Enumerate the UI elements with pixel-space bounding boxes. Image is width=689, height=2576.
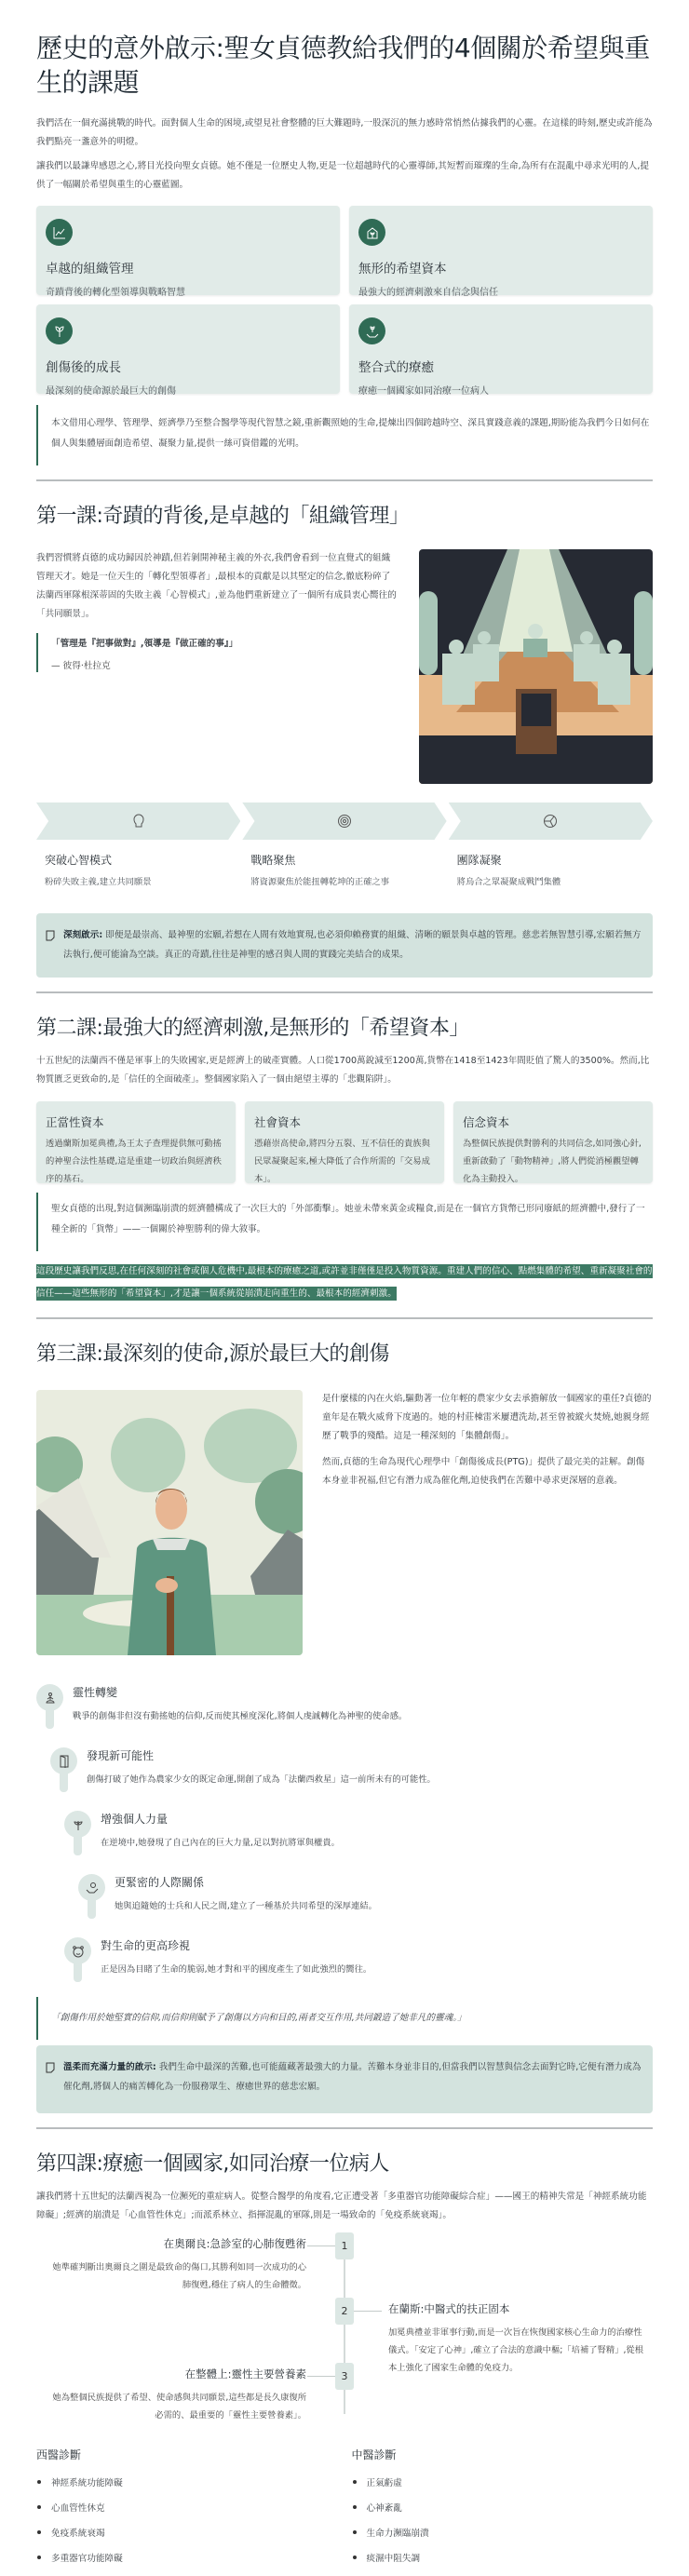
insight-label: 深刻啟示: [63,930,103,940]
blockquote-text: 聖女貞德的出現,對這個瀕臨崩潰的經濟體構成了一次巨大的「外部衝擊」。她並未帶來黃金或糧食,而是在一個官方貨幣已形同廢紙的經濟體中,發行了一種全新的「貨幣」——一個關於神聖勝利的偉大敘事。 [51,1204,645,1234]
diagnosis-title: 中醫診斷 [351,2448,397,2461]
healing-timeline [36,2232,653,2428]
note-icon [46,930,55,941]
diagnosis-item: 生命力瀕臨崩潰 [352,2526,654,2551]
lesson4-paragraph: 讓我們將十五世紀的法蘭西視為一位瀕死的重症病人。從整合醫學的角度看,它正遭受著「多重器官功能障礙綜合症」——國王的精神失常是「神經系統功能障礙」;經濟的崩潰是「心血管性休克」;而派系林立、指揮混亂的軍隊,則是一場致命的「免疫系統衰竭」。 [36,2192,647,2220]
overview-card [349,206,653,298]
capital-cards [36,1101,653,1183]
card-title: 整合式的療癒 [358,360,434,375]
growth-title: 更緊密的人際關係 [115,1876,205,1889]
timeline-text: 她為整個民族提供了希望、使命感與共同願景,這些都是長久康復所必需的、最重要的「靈性主要營養素」。 [52,2393,306,2421]
overview-cards [36,206,653,397]
intro-blockquote [36,405,653,465]
intro-paragraph: 讓我們以最謙卑感恩之心,將目光投向聖女貞德。她不僅是一位歷史人物,更是一位超越時代的心靈導師,其短暫而璀璨的生命,為所有在混亂中尋求光明的人,提供了一幅關於希望與重生的心靈藍圖。 [36,161,650,190]
insight-label: 溫柔而充滿力量的啟示: [63,2062,156,2072]
growth-text: 正是因為目睹了生命的脆弱,她才對和平的國度產生了如此強烈的嚮往。 [101,1964,372,1975]
blockquote-text: 「創傷作用於她堅實的信仰,而信仰則賦予了創傷以方向和目的,兩者交互作用,共同鍛造了她非凡的靈魂。」 [51,2013,466,2023]
highlighted-paragraph [36,1259,653,1303]
growth-title: 對生命的更高珍視 [101,1939,191,1952]
lesson3-body [36,1390,653,1655]
insight-text: 我們生命中最深的苦難,也可能蘊藏著最強大的力量。苦難本身並非目的,但當我們以智慧與信念去面對它時,它便有潛力成為催化劑,將個人的痛苦轉化為一份服務眾生、療癒世界的慈悲宏願。 [63,2062,642,2092]
growth-text: 戰爭的創傷非但沒有動搖她的信仰,反而使其極度深化,將個人虔誠轉化為神聖的使命感。 [73,1711,408,1721]
lesson3-paragraph: 是什麼樣的內在火焰,驅動著一位年輕的農家少女去承擔解放一個國家的重任?貞德的童年是在戰火威脅下度過的。她的村莊棟雷米屢遭洗劫,甚至曾被縱火焚燒,她親身經歷了戰爭的殘酷。這是一種深刻的「集體創傷」。 [322,1394,652,1441]
hand-heart-icon [358,317,385,344]
growth-text: 她與追隨她的士兵和人民之間,建立了一種基於共同希望的深厚連結。 [115,1901,377,1911]
timeline-title: 在整體上:靈性主要營養素 [184,2367,306,2380]
joan-village-illustration [36,1390,303,1655]
timeline-item [36,2367,306,2424]
lesson2-blockquote [36,1193,653,1251]
overview-card [36,206,340,298]
step-number: 1 [335,2232,354,2259]
growth-item [36,1747,653,1811]
step-title: 團隊凝聚 [456,854,502,867]
step-subtitle: 將烏合之眾凝聚成戰鬥集體 [456,877,561,887]
chart-line-icon [46,219,73,246]
card-title: 卓越的組織管理 [46,262,134,276]
card-title: 無形的希望資本 [358,262,447,276]
card-subtitle: 最強大的經濟刺激來自信念與信任 [358,288,498,298]
card-title: 正當性資本 [46,1115,104,1129]
capital-card [245,1101,444,1183]
timeline-item [388,2301,649,2377]
door-open-icon [50,1747,77,1774]
card-title: 信念資本 [463,1115,510,1129]
connector [354,2311,382,2312]
overview-card [36,304,340,397]
target-icon [337,814,352,829]
timeline-title: 在蘭斯:中醫式的扶正固本 [388,2302,510,2315]
overview-card [349,304,653,397]
card-text: 憑藉崇高使命,將四分五裂、互不信任的貴族與民眾凝聚起來,極大降低了合作所需的「交易成本」。 [254,1139,430,1184]
highlighted-text[interactable]: 這段歷史讓我們反思,在任何深刻的社會或個人危機中,最根本的療癒之道,或許並非僅僅是投入物質資源。重建人們的信心、點燃集體的希望、重新凝聚社會的信任——這些無形的「希望資本」,才是讓一個系統從崩潰走向重生的、最根本的經濟刺激。 [36,1266,653,1299]
capital-card [36,1101,236,1183]
diagnosis-item: 痰濕中阻失調 [352,2551,654,2576]
step-number: 2 [335,2298,354,2325]
insight-box [36,913,653,978]
diagnosis-item: 心血管性休克 [36,2501,338,2526]
step-number: 3 [335,2363,354,2390]
card-text: 透過蘭斯加冕典禮,為王太子查理提供無可動搖的神聖合法性基礎,這是重建一切政治與經濟秩序的基石。 [46,1139,222,1184]
leadership-steps [36,802,653,887]
note-icon [46,2062,55,2073]
diagnosis-columns [36,2447,653,2576]
diagnosis-item: 正氣虧虛 [352,2475,654,2501]
lesson1-paragraph: 我們習慣將貞德的成功歸因於神蹟,但若剝開神秘主義的外衣,我們會看到一位直覺式的組織管理天才。她是一位天生的「轉化型領導者」,最根本的貢獻是以其堅定的信念,徹底粉碎了法蘭西軍隊根深蒂固的失敗主義「心智模式」,並為他們重新建立了一個所有成員衷心嚮往的「共同願景」。 [36,553,397,619]
card-title: 創傷後的成長 [46,360,121,375]
timeline-item [36,2236,306,2294]
divider [36,1317,653,1319]
growth-item [36,1874,653,1937]
chinese-diagnosis [338,2447,654,2576]
lesson4-heading: 第四課:療癒一個國家,如同治療一位病人 [36,2152,389,2176]
meditation-icon [36,1684,63,1711]
lesson2-paragraph: 十五世紀的法蘭西不僅是軍事上的失敗國家,更是經濟上的破產實體。人口從1700萬銳減至1200萬,貨幣在1418至1423年間貶值了驚人的3500%。然而,比物質匱乏更致命的,是「信任的全面破產」。整個國家陷入了一個由絕望主導的「悲觀陷阱」。 [36,1056,650,1085]
growth-item [36,1937,653,2001]
insight-text: 即便是最崇高、最神聖的宏願,若想在人間有效地實現,也必須仰賴務實的組織、清晰的願景與卓越的管理。慈悲若無智慧引導,宏願若無方法執行,便可能淪為空談。真正的奇蹟,往往是神聖的感召與人間的實踐完美結合的成果。 [63,930,642,960]
council-illustration [419,549,653,784]
page-title: 歷史的意外啟示:聖女貞德教給我們的4個關於希望與重生的課題 [36,33,650,98]
intro-paragraph: 我們活在一個充滿挑戰的時代。面對個人生命的困境,或望見社會整體的巨大難題時,一股深沉的無力感時常悄然佔據我們的心靈。在這樣的時刻,歷史或許能為我們點亮一盞意外的明燈。 [36,118,653,147]
card-title: 社會資本 [254,1115,302,1129]
divider [36,479,653,481]
step-subtitle: 粉碎失敗主義,建立共同願景 [45,877,152,887]
divider [36,2127,653,2129]
diagnosis-item: 多重器官功能障礙 [36,2551,338,2576]
hand-coin-icon [78,1874,105,1901]
diagnosis-title: 西醫診斷 [36,2448,82,2461]
lesson2-heading: 第二課:最強大的經濟刺激,是無形的「希望資本」 [36,1017,469,1040]
card-subtitle: 療癒一個國家如同治療一位病人 [358,386,489,397]
divider [36,991,653,993]
lightbulb-icon [132,814,145,829]
growth-item [36,1811,653,1874]
diagnosis-item: 神經系統功能障礙 [36,2475,338,2501]
timeline-text: 她準確判斷出奧爾良之圍是最致命的傷口,其勝利如同一次成功的心肺復甦,穩住了病人的生命體徵。 [52,2262,306,2290]
western-diagnosis [36,2447,338,2576]
step-item [449,802,653,887]
card-subtitle: 奇蹟背後的轉化型領導與戰略智慧 [46,288,185,298]
lesson1-heading: 第一課:奇蹟的背後,是卓越的「組織管理」 [36,505,410,528]
smile-hearts-icon [64,1937,91,1964]
connector [307,2376,335,2377]
sprout-icon [64,1811,91,1838]
lesson3-paragraph: 然而,貞德的生命為現代心理學中「創傷後成長(PTG)」提供了最完美的註解。創傷本身並非祝福,但它有潛力成為催化劑,迫使我們在苦難中尋求更深層的意義。 [322,1457,645,1486]
step-item [36,802,240,887]
lesson1-body [36,549,653,784]
blockquote-text: 本文借用心理學、管理學、經濟學乃至整合醫學等現代智慧之鏡,重新觀照她的生命,提煉出四個跨越時空、深具實踐意義的課題,期盼能為我們今日如何在個人與集體層面創造希望、凝聚力量,提供一絲可資借鑑的光明。 [51,418,650,449]
diagnosis-item: 心神紊亂 [352,2501,654,2526]
growth-title: 發現新可能性 [87,1749,155,1762]
card-text: 為整個民族提供對勝利的共同信念,如同強心針,重新啟動了「動物精神」,將人們從消極觀望轉化為主動投入。 [463,1139,642,1184]
growth-text: 在逆境中,她發現了自己內在的巨大力量,足以對抗將軍與權貴。 [101,1838,340,1848]
volleyball-icon [543,814,558,829]
card-subtitle: 最深刻的使命源於最巨大的創傷 [46,386,176,397]
growth-title: 增強個人力量 [101,1813,169,1826]
sprout-icon [46,317,73,344]
growth-item [36,1684,653,1747]
growth-timeline [36,1684,653,2001]
step-title: 突破心智模式 [45,854,113,867]
quote-author: — 彼得·杜拉克 [51,661,111,671]
diagnosis-item: 免疫系統衰竭 [36,2526,338,2551]
lesson3-quote [36,1997,653,2040]
step-subtitle: 將資源聚焦於能扭轉乾坤的正確之事 [250,877,390,887]
growth-text: 創傷打破了她作為農家少女的既定命運,開創了成為「法蘭西救星」這一前所未有的可能性。 [87,1774,436,1785]
timeline-title: 在奧爾良:急診室的心肺復甦術 [163,2237,306,2250]
drucker-quote [36,633,398,672]
house-sprout-icon [358,219,385,246]
step-item [242,802,446,887]
growth-title: 靈性轉變 [73,1686,118,1699]
lesson3-heading: 第三課:最深刻的使命,源於最巨大的創傷 [36,1342,389,1366]
insight-box [36,2045,653,2113]
capital-card [453,1101,653,1183]
quote-text: 「管理是『把事做對』,領導是『做正確的事』」 [51,639,238,649]
step-title: 戰略聚焦 [250,854,296,867]
timeline-text: 加冕典禮並非軍事行動,而是一次旨在恢復國家核心生命力的治療性儀式。「安定了心神」,確立了合法的意識中樞;「培補了腎精」,從根本上強化了國家生命體的免疫力。 [388,2327,644,2373]
